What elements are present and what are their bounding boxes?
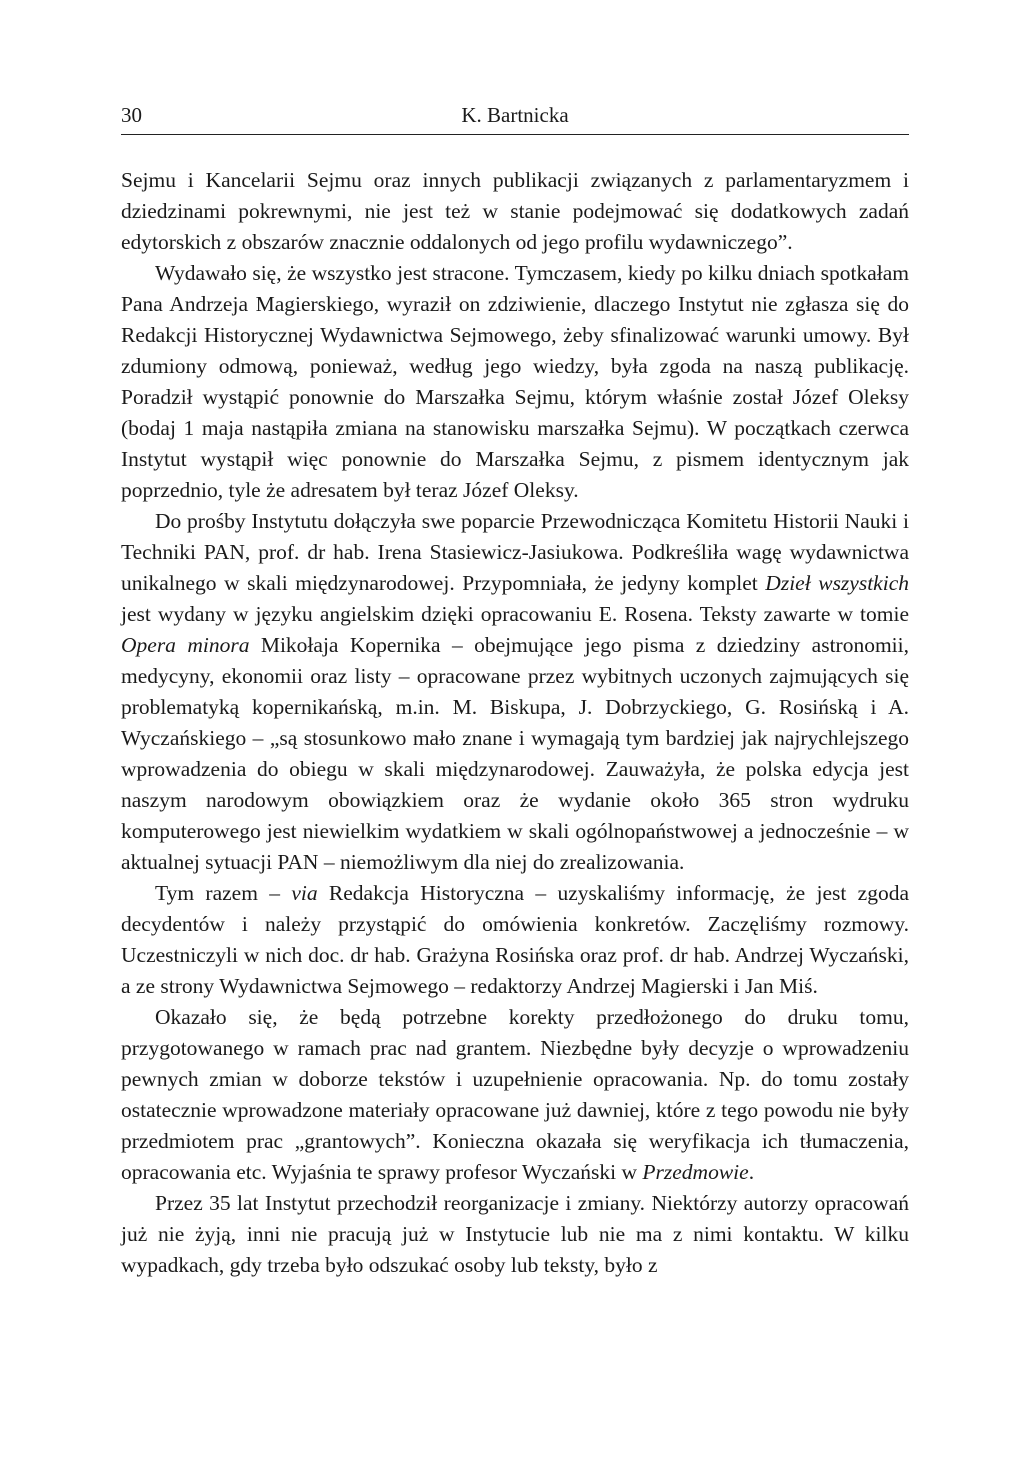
running-head (121, 100, 909, 135)
text-run: Sejmu i Kancelarii Sejmu oraz innych publikacji związanych z parlamentaryzmem i dziedzinami pokrewnymi, nie jest też w stanie podejmować się dodatkowych zadań edytorskich z obszarów znacznie oddalonych od jego profilu wydawniczego”. (121, 168, 909, 254)
paragraph-5 (121, 1002, 909, 1188)
italic-word-via: via (291, 881, 318, 905)
document-page (121, 100, 909, 1281)
page-number: 30 (121, 103, 142, 127)
paragraph-2 (121, 258, 909, 506)
body-text (121, 165, 909, 1281)
text-run: Do prośby Instytutu dołączyła swe poparcie Przewodnicząca Komitetu Historii Nauki i Techniki PAN, prof. dr hab. Irena Stasiewicz-Jasiukowa. Podkreśliła wagę wydawnictwa unikalnego w skali międzynarodowej. Przypomniała, że jedyny komplet (121, 509, 909, 595)
text-run: Okazało się, że będą potrzebne korekty przedłożonego do druku tomu, przygotowanego w ramach prac nad grantem. Niezbędne były decyzje o wprowadzeniu pewnych zmian w doborze tekstów i uzupełnienie opracowania. Np. do tomu zostały ostatecznie wprowadzone materiały opracowane już dawniej, które z tego powodu nie były przedmiotem prac „grantowych”. Konieczna okazała się weryfikacja ich tłumaczenia, opracowania etc. Wyjaśnia te sprawy profesor Wyczański w (121, 1005, 909, 1184)
italic-title-opera-minora: Opera minora (121, 633, 250, 657)
text-run: Przez 35 lat Instytut przechodził reorganizacje i zmiany. Niektórzy autorzy opracowań już nie żyją, inni nie pracują już w Instytucie lub nie ma z nimi kontaktu. W kilku wypadkach, gdy trzeba było odszukać osoby lub teksty, było z (121, 1191, 909, 1277)
text-run: Tym razem – (155, 881, 292, 905)
text-run: Redakcja Historyczna – uzyskaliśmy informację, że jest zgoda decydentów i należy przystąpić do omówienia konkretów. Zaczęliśmy rozmowy. Uczestniczyli w nich doc. dr hab. Grażyna Rosińska oraz prof. dr hab. Andrzej Wyczański, a ze strony Wydawnictwa Sejmowego – redaktorzy Andrzej Magierski i Jan Miś. (121, 881, 909, 998)
text-run: jest wydany w języku angielskim dzięki opracowaniu E. Rosena. Teksty zawarte w tomie (121, 602, 909, 626)
paragraph-4 (121, 878, 909, 1002)
text-run: Mikołaja Kopernika – obejmujące jego pisma z dziedziny astronomii, medycyny, ekonomii oraz listy – opracowane przez wybitnych uczonych zajmujących się problematyką kopernikańską, m.in. M. Biskupa, J. Dobrzyckiego, G. Rosińską i A. Wyczańskiego – „są stosunkowo mało znane i wymagają tym bardziej jak najrychlejszego wprowadzenia do obiegu w skali międzynarodowej. Zauważyła, że polska edycja jest naszym narodowym obowiązkiem oraz że wydanie około 365 stron wydruku komputerowego jest niewielkim wydatkiem w skali ogólnopaństwowej a jednocześnie – w aktualnej sytuacji PAN – niemożliwym dla niej do zrealizowania. (121, 633, 909, 874)
paragraph-1 (121, 165, 909, 258)
italic-title-dziel-wszystkich: Dzieł wszystkich (765, 571, 909, 595)
italic-title-przedmowie: Przedmowie (642, 1160, 749, 1184)
text-run: Wydawało się, że wszystko jest stracone. Tymczasem, kiedy po kilku dniach spotkałam Pana Andrzeja Magierskiego, wyraził on zdziwienie, dlaczego Instytut nie zgłasza się do Redakcji Historycznej Wydawnictwa Sejmowego, żeby sfinalizować warunki umowy. Był zdumiony odmową, ponieważ, według jego wiedzy, była zgoda na naszą publikację. Poradził wystąpić ponownie do Marszałka Sejmu, którym właśnie został Józef Oleksy (bodaj 1 maja nastąpiła zmiana na stanowisku marszałka Sejmu). W początkach czerwca Instytut wystąpił więc ponownie do Marszałka Sejmu, z pismem identycznym jak poprzednio, tyle że adresatem był teraz Józef Oleksy. (121, 261, 909, 502)
paragraph-3 (121, 506, 909, 878)
text-run: . (748, 1160, 755, 1184)
running-head-author: K. Bartnicka (461, 103, 569, 127)
paragraph-6 (121, 1188, 909, 1281)
